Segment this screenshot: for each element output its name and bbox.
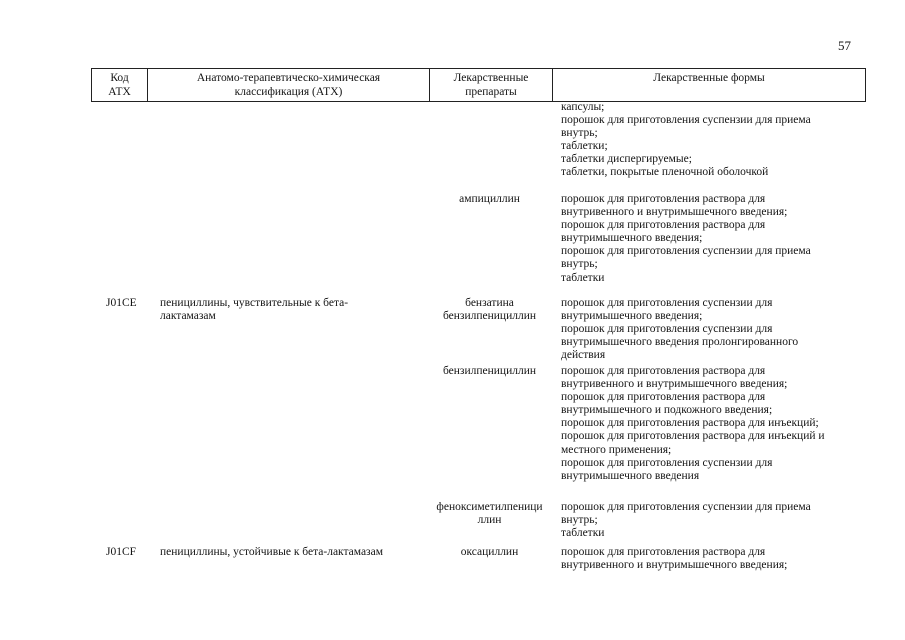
row-3-drug: бензилпенициллин bbox=[442, 365, 537, 377]
row-3-forms: порошок для приготовления раствора для внутривенного и внутримышечного введения; порошок для приготовления раствора для внутримышечного и подкожного введения; порошок для приготовления раствора для инъекций; порошок для приготовления раствора для инъекций и местного применения; порошок для приготовления суспензии для внутримышечного введения bbox=[561, 365, 825, 482]
row-2-code: J01CE bbox=[106, 297, 137, 309]
header-forms: Лекарственные формы bbox=[552, 69, 865, 101]
row-5-classification: пенициллины, устойчивые к бета-лактамазам bbox=[160, 546, 383, 558]
header-code: Код АТХ bbox=[108, 72, 131, 98]
row-5-forms: порошок для приготовления раствора для внутривенного и внутримышечного введения; bbox=[561, 546, 788, 572]
row-5-code: J01CF bbox=[106, 546, 137, 558]
atc-table bbox=[91, 68, 866, 628]
table-header bbox=[91, 68, 866, 102]
row-0-forms: капсулы; порошок для приготовления суспензии для приема внутрь; таблетки; таблетки диспергируемые; таблетки, покрытые пленочной оболочкой bbox=[561, 101, 811, 179]
row-4-forms: порошок для приготовления суспензии для приема внутрь; таблетки bbox=[561, 501, 811, 540]
row-2-drug: бензатина бензилпенициллин bbox=[442, 297, 537, 323]
row-1-drug: ампициллин bbox=[459, 193, 520, 205]
row-1-forms: порошок для приготовления раствора для внутривенного и внутримышечного введения; порошок для приготовления раствора для внутримышечного введения; порошок для приготовления суспензии для приема внутрь; таблетки bbox=[561, 193, 811, 284]
header-drugs: Лекарственные препараты bbox=[429, 69, 552, 101]
row-2-classification: пенициллины, чувствительные к бета- лактамазам bbox=[160, 297, 349, 323]
page-number: 57 bbox=[838, 38, 851, 53]
header-classification: Анатомо-терапевтическо-химическая классификация (АТХ) bbox=[147, 69, 429, 101]
row-2-forms: порошок для приготовления суспензии для внутримышечного введения; порошок для приготовления суспензии для внутримышечного введения пролонгированного действия bbox=[561, 297, 799, 362]
row-4-drug: феноксиметилпеници ллин bbox=[436, 501, 543, 527]
row-5-drug: оксациллин bbox=[460, 546, 519, 558]
